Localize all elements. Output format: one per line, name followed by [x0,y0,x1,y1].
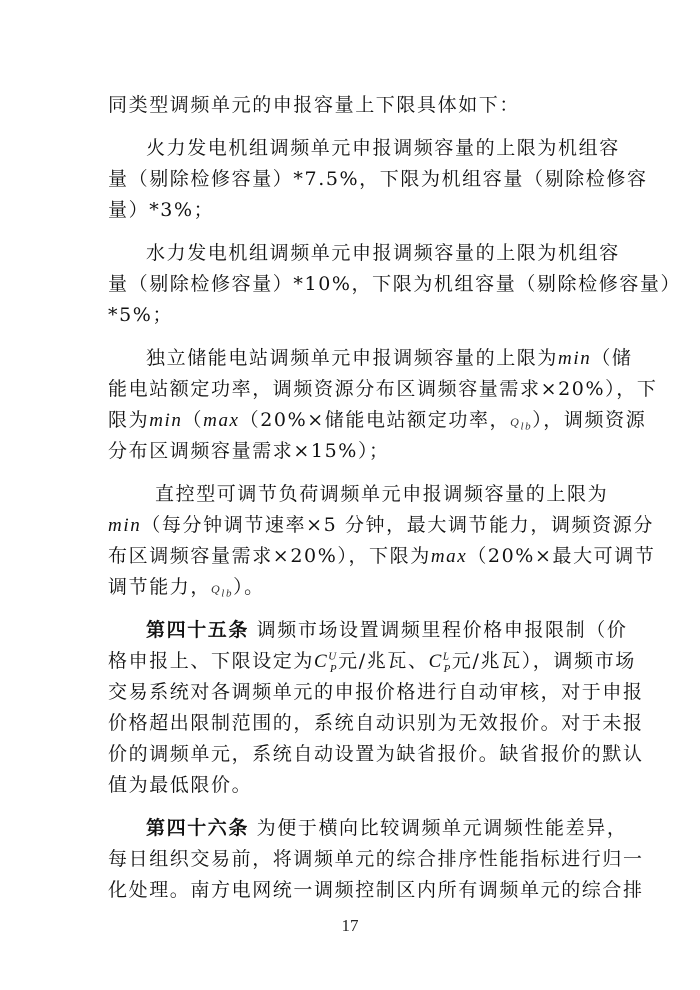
text-line: 同类型调频单元的申报容量上下限具体如下： [108,94,521,116]
math-cp-upper [314,650,339,675]
article-number: 第四十五条 [146,619,250,641]
text-line [108,407,647,435]
math-cp-lower [428,650,452,675]
article-number: 第四十六条 [146,817,250,839]
math-c-sub: P [329,662,339,675]
text-fragment: 限为 [108,409,150,431]
text-line: 能电站额定功率，调频资源分布区调频容量需求×20%），下 [108,378,658,400]
text-line [108,574,598,602]
math-min: min [149,410,183,431]
text-line: 量（剔除检修容量）*7.5%，下限为机组容量（剔除检修容 [108,168,648,190]
math-q [510,415,533,433]
text-line: 量）*3%； [108,199,215,221]
text-line: *5%； [108,304,174,326]
text-fragment: （每分钟调节速率×5 分钟，最大调节能力，调频资源分 [141,514,654,536]
text-fragment: 元/兆瓦），调频市场 [451,650,636,672]
math-min: min [558,348,592,369]
text-fragment: （储 [591,347,633,369]
text-fragment: 为便于横向比较调频单元调频性能差异， [256,817,628,839]
text-fragment: 元/兆瓦、 [338,650,429,672]
text-fragment: （ [182,409,204,431]
text-fragment: 调节能力， [108,576,212,598]
text-line [108,648,636,675]
math-c-letter: C [428,651,443,672]
text-line [146,345,633,372]
text-line: 价格超出限制范围的，系统自动识别为无效报价。对于未报 [108,712,644,734]
math-min: min [108,515,142,536]
text-fragment: （20%×储能电站额定功率， [239,409,511,431]
text-line: 值为最低限价。 [108,774,253,796]
math-c-sub: P [443,662,452,675]
page-number: 17 [341,916,359,935]
text-fragment: 独立储能电站调频单元申报调频容量的上限为 [146,347,559,369]
text-line: 直控型可调节负荷调频单元申报调频容量的上限为 [155,483,609,505]
math-c-sup: U [328,650,338,663]
text-line: 价的调频单元，系统自动设置为缺省报价。缺省报价的默认 [108,743,644,765]
text-fragment: ），调频资源 [532,409,647,431]
text-line [108,512,654,539]
text-line: 量（剔除检修容量）*10%，下限为机组容量（剔除检修容量） [108,273,682,295]
text-fragment: 布区调频容量需求×20%），下限为 [108,545,431,567]
text-line: 每日组织交易前，将调频单元的综合排序性能指标进行归一 [108,848,644,870]
math-q-sub: lb [221,587,234,600]
text-line [146,617,628,643]
math-max: max [430,546,468,567]
math-q [211,582,234,600]
text-line: 分布区调频容量需求×15%）； [108,440,390,462]
math-max: max [203,410,240,431]
text-line [108,543,656,570]
math-q-letter: Q [211,582,222,596]
text-line [146,815,628,841]
text-line: 交易系统对各调频单元的申报价格进行自动审核，对于申报 [108,681,644,703]
math-q-sub: lb [520,420,533,433]
text-fragment: 调频市场设置调频里程价格申报限制（价 [256,619,628,641]
math-c-letter: C [314,651,329,672]
math-c-sup: L [442,650,451,663]
text-line: 水力发电机组调频单元申报调频容量的上限为机组容 [146,242,620,264]
text-line: 火力发电机组调频单元申报调频容量的上限为机组容 [146,137,620,159]
math-q-letter: Q [510,415,521,429]
text-fragment: 格申报上、下限设定为 [108,650,315,672]
text-fragment: （20%×最大可调节 [467,545,656,567]
text-line: 化处理。南方电网统一调频控制区内所有调频单元的综合排 [108,879,644,901]
text-fragment: ）。 [233,576,265,598]
